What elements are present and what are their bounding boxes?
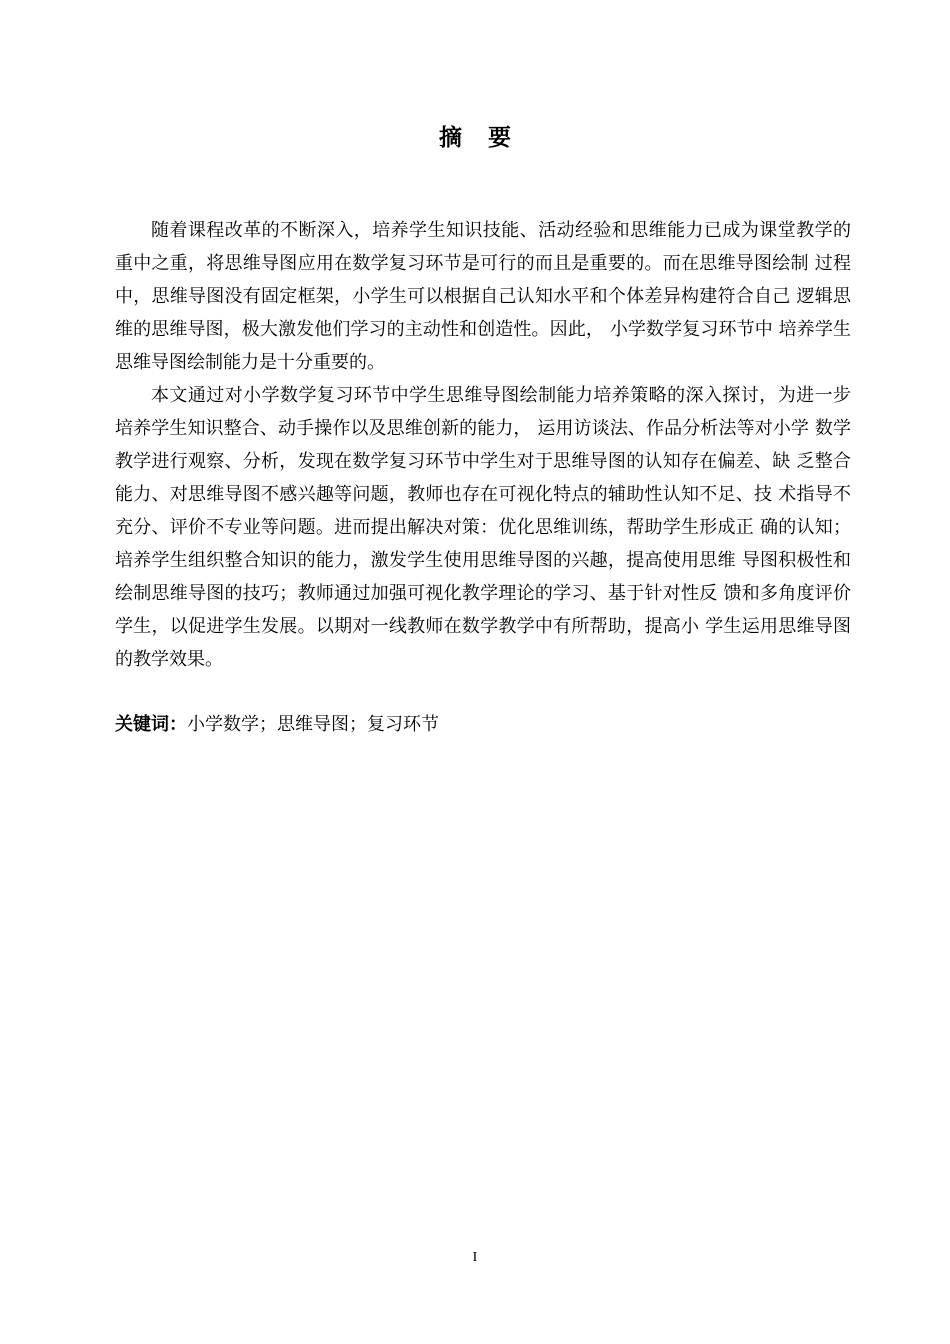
page-number: I	[472, 1250, 478, 1265]
keywords-label: 关键词：	[115, 714, 187, 735]
title-char-2: 要	[488, 125, 511, 151]
abstract-paragraph-2: 本文通过对小学数学复习环节中学生思维导图绘制能力培养策略的深入探讨，为进一步培养学生知识整合、动手操作以及思维创新的能力， 运用访谈法、作品分析法等对小学 数学教学进行观察、分析，发现在数学复习环节中学生对于思维导图的认知存在偏差、缺 乏整合能力、对思维导图不感兴趣等问题，教师也存在可视化特点的辅助性认知不足、技 术指导不充分、评价不专业等问题。进而提出解决对策：优化思维训练，帮助学生形成正 确的认知；培养学生组织整合知识的能力，激发学生使用思维导图的兴趣，提高使用思维 导图积极性和绘制思维导图的技巧；教师通过加强可视化教学理论的学习、基于针对性反 馈和多角度评价学生，以促进学生发展。以期对一线教师在数学教学中有所帮助，提高小 学生运用思维导图的教学效果。	[115, 385, 851, 670]
abstract-paragraph-1: 随着课程改革的不断深入，培养学生知识技能、活动经验和思维能力已成为课堂教学的重中之重，将思维导图应用在数学复习环节是可行的而且是重要的。而在思维导图绘制 过程中，思维导图没有固定框架，小学生可以根据自己认知水平和个体差异构建符合自己 逻辑思维的思维导图，极大激发他们学习的主动性和创造性。因此， 小学数学复习环节中 培养学生思维导图绘制能力是十分重要的。	[115, 220, 851, 373]
keywords-line	[115, 708, 851, 741]
title-char-1: 摘	[439, 125, 462, 151]
abstract-body	[115, 214, 851, 676]
keywords-value: 小学数学；思维导图；复习环节	[187, 714, 439, 735]
page-title	[0, 122, 950, 154]
